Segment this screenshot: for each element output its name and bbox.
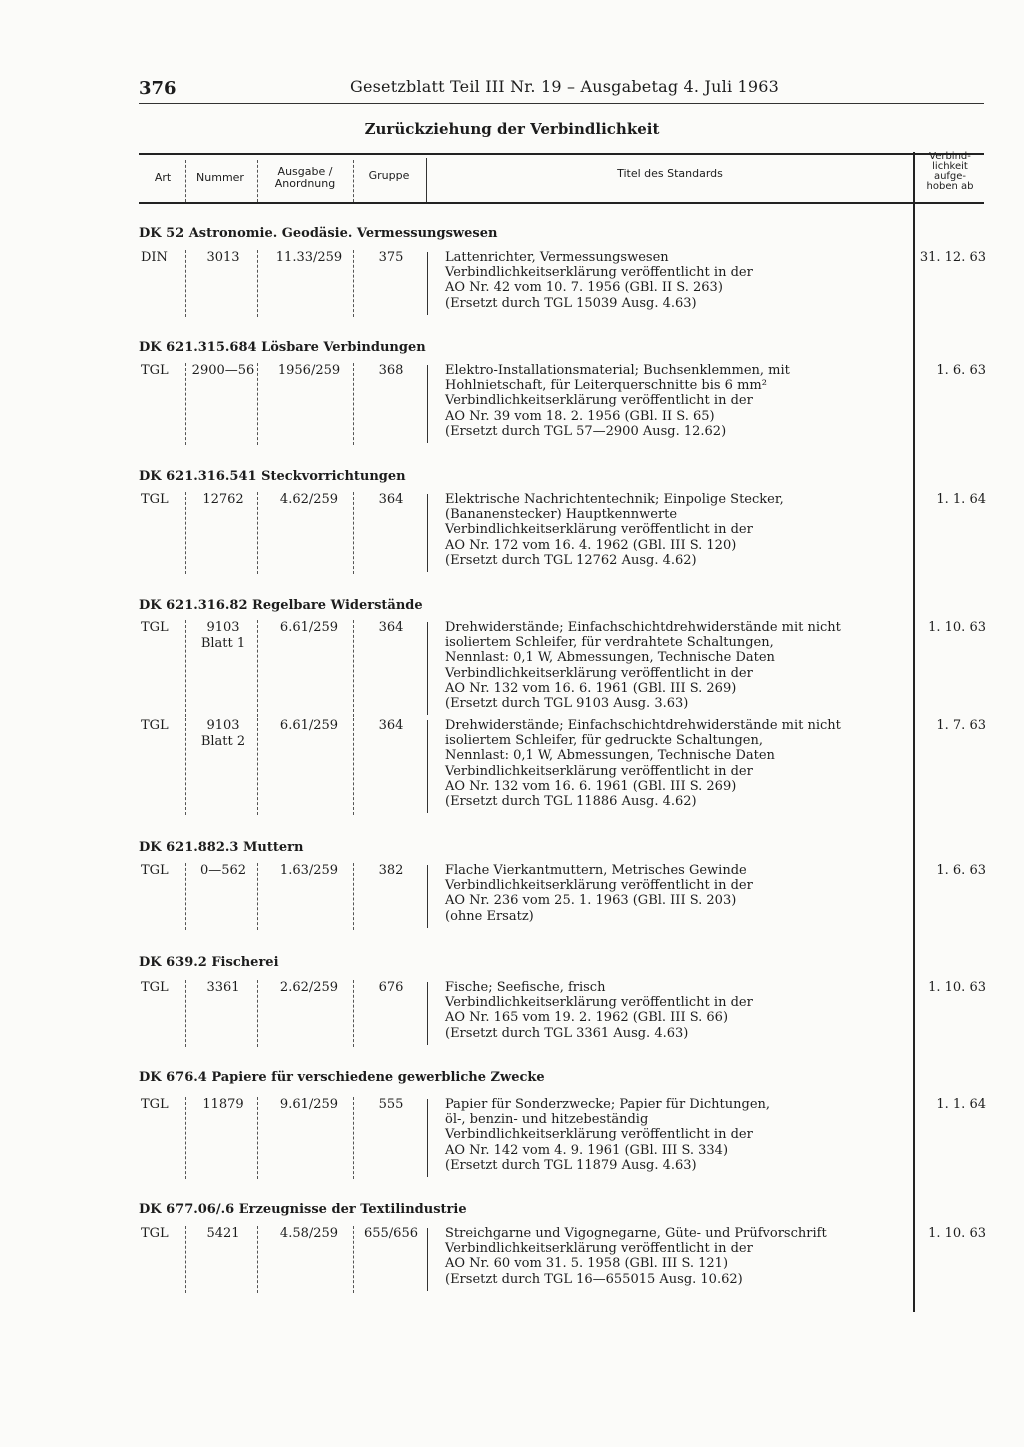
entry-gruppe: 364 bbox=[378, 620, 404, 635]
entry-divider bbox=[185, 250, 186, 317]
entry-title-line: AO Nr. 60 vom 31. 5. 1958 (GBl. III S. 121) bbox=[445, 1256, 729, 1272]
entry-gruppe: 655/656 bbox=[363, 1226, 418, 1241]
table-top-rule bbox=[139, 153, 984, 155]
entry-divider bbox=[427, 1228, 428, 1291]
entry-date: 1. 10. 63 bbox=[928, 620, 986, 635]
entry-art: TGL bbox=[141, 1226, 169, 1241]
entry-ausgabe: 11.33/259 bbox=[275, 250, 343, 265]
entry-title-line: Drehwiderstände; Einfachschichtdrehwiderstände mit nicht bbox=[445, 620, 841, 635]
col-head-ausgabe-line1: Ausgabe / bbox=[277, 165, 333, 178]
entry-art: TGL bbox=[141, 363, 169, 378]
entry-gruppe: 676 bbox=[378, 980, 404, 995]
entry-title-line: öl-, benzin- und hitzebeständig bbox=[445, 1112, 649, 1128]
entry-title-line: (Ersetzt durch TGL 15039 Ausg. 4.63) bbox=[445, 295, 697, 311]
entry-title-line: AO Nr. 132 vom 16. 6. 1961 (GBl. III S. 269) bbox=[445, 680, 737, 696]
entry-title-line: Verbindlichkeitserklärung veröffentlicht in der bbox=[445, 878, 753, 894]
entry-divider bbox=[427, 365, 428, 443]
entry-nummer: 2900—56 bbox=[191, 363, 255, 378]
entry-date: 31. 12. 63 bbox=[919, 250, 986, 265]
entry-title-line: AO Nr. 172 vom 16. 4. 1962 (GBl. III S. 120) bbox=[445, 537, 737, 553]
col-head-ausgabe-line2: Anordnung bbox=[274, 177, 336, 190]
group-title: DK 52 Astronomie. Geodäsie. Vermessungswesen bbox=[139, 226, 498, 241]
entry-title-line: AO Nr. 132 vom 16. 6. 1961 (GBl. III S. 269) bbox=[445, 778, 737, 794]
entry-ausgabe: 4.62/259 bbox=[279, 492, 339, 507]
entry-date: 1. 1. 64 bbox=[936, 1097, 986, 1112]
entry-title-line: (Ersetzt durch TGL 11886 Ausg. 4.62) bbox=[445, 793, 697, 809]
entry-title-line: (Ersetzt durch TGL 11879 Ausg. 4.63) bbox=[445, 1157, 697, 1173]
entry-title-line: AO Nr. 39 vom 18. 2. 1956 (GBl. II S. 65) bbox=[445, 408, 715, 424]
entry-title-line: Verbindlichkeitserklärung veröffentlicht in der bbox=[445, 995, 753, 1011]
entry-title-line: Hohlnietschaft, für Leiterquerschnitte bis 6 mm² bbox=[445, 378, 767, 394]
entry-divider bbox=[353, 492, 354, 574]
col-head-verbindlichkeit-line2: lichkeit bbox=[932, 161, 968, 172]
entry-title-line: isoliertem Schleifer, für verdrahtete Schaltungen, bbox=[445, 635, 774, 651]
entry-gruppe: 382 bbox=[378, 863, 404, 878]
col-head-art: Art bbox=[154, 171, 172, 184]
entry-title bbox=[445, 363, 790, 439]
entry-title bbox=[445, 492, 784, 568]
entry-divider bbox=[185, 492, 186, 574]
entry-title-line: (Bananenstecker) Hauptkennwerte bbox=[445, 507, 678, 523]
entry-date: 1. 6. 63 bbox=[936, 863, 986, 878]
running-head: Gesetzblatt Teil III Nr. 19 – Ausgabetag 4. Juli 1963 bbox=[350, 77, 780, 96]
entry-title bbox=[445, 1097, 770, 1173]
col-head-verbindlichkeit bbox=[914, 152, 986, 192]
page-number: 376 bbox=[139, 78, 177, 99]
entry-nummer: 3013 bbox=[206, 250, 240, 265]
entry-divider bbox=[257, 492, 258, 574]
entry-title-line: AO Nr. 142 vom 4. 9. 1961 (GBl. III S. 334) bbox=[445, 1142, 729, 1158]
entry-title bbox=[445, 980, 753, 1041]
entry-gruppe: 364 bbox=[378, 492, 404, 507]
entry-title-line: (Ersetzt durch TGL 57—2900 Ausg. 12.62) bbox=[445, 423, 727, 439]
entry-divider bbox=[257, 980, 258, 1047]
entry-ausgabe: 4.58/259 bbox=[279, 1226, 339, 1241]
col-head-verbindlichkeit-line3: aufge- bbox=[933, 171, 967, 182]
entry-nummer: 3361 bbox=[206, 980, 240, 995]
group-title: DK 621.315.684 Lösbare Verbindungen bbox=[139, 340, 426, 355]
entry-art: TGL bbox=[141, 980, 169, 995]
col-head-verbindlichkeit-line4: hoben ab bbox=[926, 181, 974, 192]
entry-art: TGL bbox=[141, 863, 169, 878]
col-head-ausgabe bbox=[260, 166, 350, 190]
entry-divider bbox=[257, 620, 258, 717]
entry-art: TGL bbox=[141, 718, 169, 733]
entry-gruppe: 375 bbox=[378, 250, 404, 265]
entry-nummer: 12762 bbox=[202, 492, 244, 507]
entry-title-line: Flache Vierkantmuttern, Metrisches Gewinde bbox=[445, 863, 747, 878]
entry-title-line: Papier für Sonderzwecke; Papier für Dichtungen, bbox=[445, 1097, 771, 1112]
entry-title-line: Verbindlichkeitserklärung veröffentlicht in der bbox=[445, 1127, 753, 1143]
entry-gruppe: 555 bbox=[378, 1097, 404, 1112]
header-divider bbox=[257, 160, 258, 202]
entry-title-line: Verbindlichkeitserklärung veröffentlicht in der bbox=[445, 763, 753, 779]
entry-title bbox=[445, 863, 753, 924]
group-title: DK 639.2 Fischerei bbox=[139, 955, 279, 970]
entry-divider bbox=[257, 863, 258, 930]
group-title: DK 621.316.541 Steckvorrichtungen bbox=[139, 469, 406, 484]
entry-title-line: Nennlast: 0,1 W, Abmessungen, Technische Daten bbox=[445, 650, 775, 666]
entry-divider bbox=[427, 622, 428, 715]
entry-divider bbox=[257, 718, 258, 815]
entry-nummer: 0—562 bbox=[199, 863, 247, 878]
entry-ausgabe: 6.61/259 bbox=[279, 620, 339, 635]
entry-title-line: (Ersetzt durch TGL 16—655015 Ausg. 10.62) bbox=[445, 1271, 743, 1287]
entry-title-line: (Ersetzt durch TGL 3361 Ausg. 4.63) bbox=[445, 1025, 689, 1041]
entry-art: TGL bbox=[141, 1097, 169, 1112]
entry-title bbox=[445, 1226, 827, 1287]
entry-divider bbox=[427, 1099, 428, 1177]
col-head-nummer: Nummer bbox=[196, 171, 244, 184]
entry-date: 1. 7. 63 bbox=[936, 718, 986, 733]
entry-title-line: (Ersetzt durch TGL 9103 Ausg. 3.63) bbox=[445, 695, 689, 711]
entry-divider bbox=[185, 718, 186, 815]
entry-divider bbox=[427, 252, 428, 315]
table-header-rule bbox=[139, 202, 984, 204]
entry-date: 1. 6. 63 bbox=[936, 363, 986, 378]
entry-title-line: Verbindlichkeitserklärung veröffentlicht in der bbox=[445, 1241, 753, 1257]
entry-divider bbox=[185, 1097, 186, 1179]
entry-nummer: 9103 bbox=[206, 718, 240, 733]
col-head-verbindlichkeit-line1: Verbind- bbox=[929, 151, 971, 162]
entry-divider bbox=[185, 863, 186, 930]
entry-ausgabe: 2.62/259 bbox=[279, 980, 339, 995]
entry-divider bbox=[353, 980, 354, 1047]
group-title: DK 621.316.82 Regelbare Widerstände bbox=[139, 598, 423, 613]
entry-divider bbox=[185, 980, 186, 1047]
entry-title-line: Verbindlichkeitserklärung veröffentlicht in der bbox=[445, 665, 753, 681]
entry-title-line: Drehwiderstände; Einfachschichtdrehwiderstände mit nicht bbox=[445, 718, 841, 733]
entry-title-line: Nennlast: 0,1 W, Abmessungen, Technische Daten bbox=[445, 748, 775, 764]
entry-divider bbox=[353, 1226, 354, 1293]
entry-ausgabe: 1956/259 bbox=[277, 363, 341, 378]
entry-title-line: (Ersetzt durch TGL 12762 Ausg. 4.62) bbox=[445, 552, 697, 568]
section-title: Zurückziehung der Verbindlichkeit bbox=[364, 120, 660, 138]
entry-divider bbox=[353, 1097, 354, 1179]
entry-divider bbox=[353, 363, 354, 445]
entry-divider bbox=[185, 363, 186, 445]
entry-title-line: AO Nr. 236 vom 25. 1. 1963 (GBl. III S. 203) bbox=[445, 893, 737, 909]
entry-title-line: Elektrische Nachrichtentechnik; Einpolige Stecker, bbox=[445, 492, 784, 507]
entry-title-line: Streichgarne und Vigognegarne, Güte- und Prüfvorschrift bbox=[445, 1226, 827, 1241]
entry-divider bbox=[257, 363, 258, 445]
entry-divider bbox=[257, 250, 258, 317]
entry-gruppe: 368 bbox=[378, 363, 404, 378]
entry-nummer: 11879 bbox=[202, 1097, 244, 1112]
group-title: DK 676.4 Papiere für verschiedene gewerbliche Zwecke bbox=[139, 1070, 545, 1085]
header-divider bbox=[353, 160, 354, 202]
header-divider bbox=[426, 158, 427, 202]
entry-art: TGL bbox=[141, 620, 169, 635]
entry-title-line: Verbindlichkeitserklärung veröffentlicht in der bbox=[445, 265, 753, 281]
header-rule bbox=[139, 103, 984, 104]
header-divider bbox=[185, 160, 186, 202]
entry-title-line: isoliertem Schleifer, für gedruckte Schaltungen, bbox=[445, 733, 763, 749]
entry-title bbox=[445, 718, 841, 809]
entry-title-line: (ohne Ersatz) bbox=[445, 908, 534, 924]
entry-divider bbox=[427, 494, 428, 572]
entry-title bbox=[445, 250, 753, 311]
entry-title bbox=[445, 620, 841, 711]
col-head-gruppe: Gruppe bbox=[368, 169, 410, 182]
entry-title-line: Verbindlichkeitserklärung veröffentlicht in der bbox=[445, 522, 753, 538]
entry-divider bbox=[257, 1226, 258, 1293]
entry-date: 1. 10. 63 bbox=[928, 1226, 986, 1241]
entry-nummer: 9103 bbox=[206, 620, 240, 635]
entry-divider bbox=[353, 620, 354, 717]
entry-ausgabe: 1.63/259 bbox=[279, 863, 339, 878]
entry-divider bbox=[427, 865, 428, 928]
entry-art: DIN bbox=[141, 250, 168, 265]
entry-divider bbox=[353, 250, 354, 317]
entry-divider bbox=[257, 1097, 258, 1179]
col-head-titel: Titel des Standards bbox=[617, 167, 723, 180]
entry-art: TGL bbox=[141, 492, 169, 507]
entry-nummer: 5421 bbox=[206, 1226, 240, 1241]
entry-blatt: Blatt 2 bbox=[200, 734, 246, 749]
entry-divider bbox=[353, 863, 354, 930]
entry-divider bbox=[427, 982, 428, 1045]
entry-title-line: Fische; Seefische, frisch bbox=[445, 980, 606, 995]
entry-title-line: Lattenrichter, Vermessungswesen bbox=[445, 250, 669, 265]
entry-blatt: Blatt 1 bbox=[200, 636, 246, 651]
entry-divider bbox=[185, 620, 186, 717]
entry-gruppe: 364 bbox=[378, 718, 404, 733]
entry-title-line: Elektro-Installationsmaterial; Buchsenklemmen, mit bbox=[445, 363, 790, 378]
group-title: DK 677.06/.6 Erzeugnisse der Textilindustrie bbox=[139, 1202, 467, 1217]
group-title: DK 621.882.3 Muttern bbox=[139, 840, 304, 855]
entry-date: 1. 1. 64 bbox=[936, 492, 986, 507]
entry-divider bbox=[427, 720, 428, 813]
entry-title-line: AO Nr. 165 vom 19. 2. 1962 (GBl. III S. 66) bbox=[445, 1010, 729, 1026]
entry-date: 1. 10. 63 bbox=[928, 980, 986, 995]
entry-divider bbox=[185, 1226, 186, 1293]
entry-ausgabe: 6.61/259 bbox=[279, 718, 339, 733]
entry-ausgabe: 9.61/259 bbox=[279, 1097, 339, 1112]
entry-divider bbox=[353, 718, 354, 815]
entry-title-line: Verbindlichkeitserklärung veröffentlicht in der bbox=[445, 393, 753, 409]
entry-title-line: AO Nr. 42 vom 10. 7. 1956 (GBl. II S. 263) bbox=[445, 280, 723, 296]
date-column-rule bbox=[913, 152, 915, 1312]
